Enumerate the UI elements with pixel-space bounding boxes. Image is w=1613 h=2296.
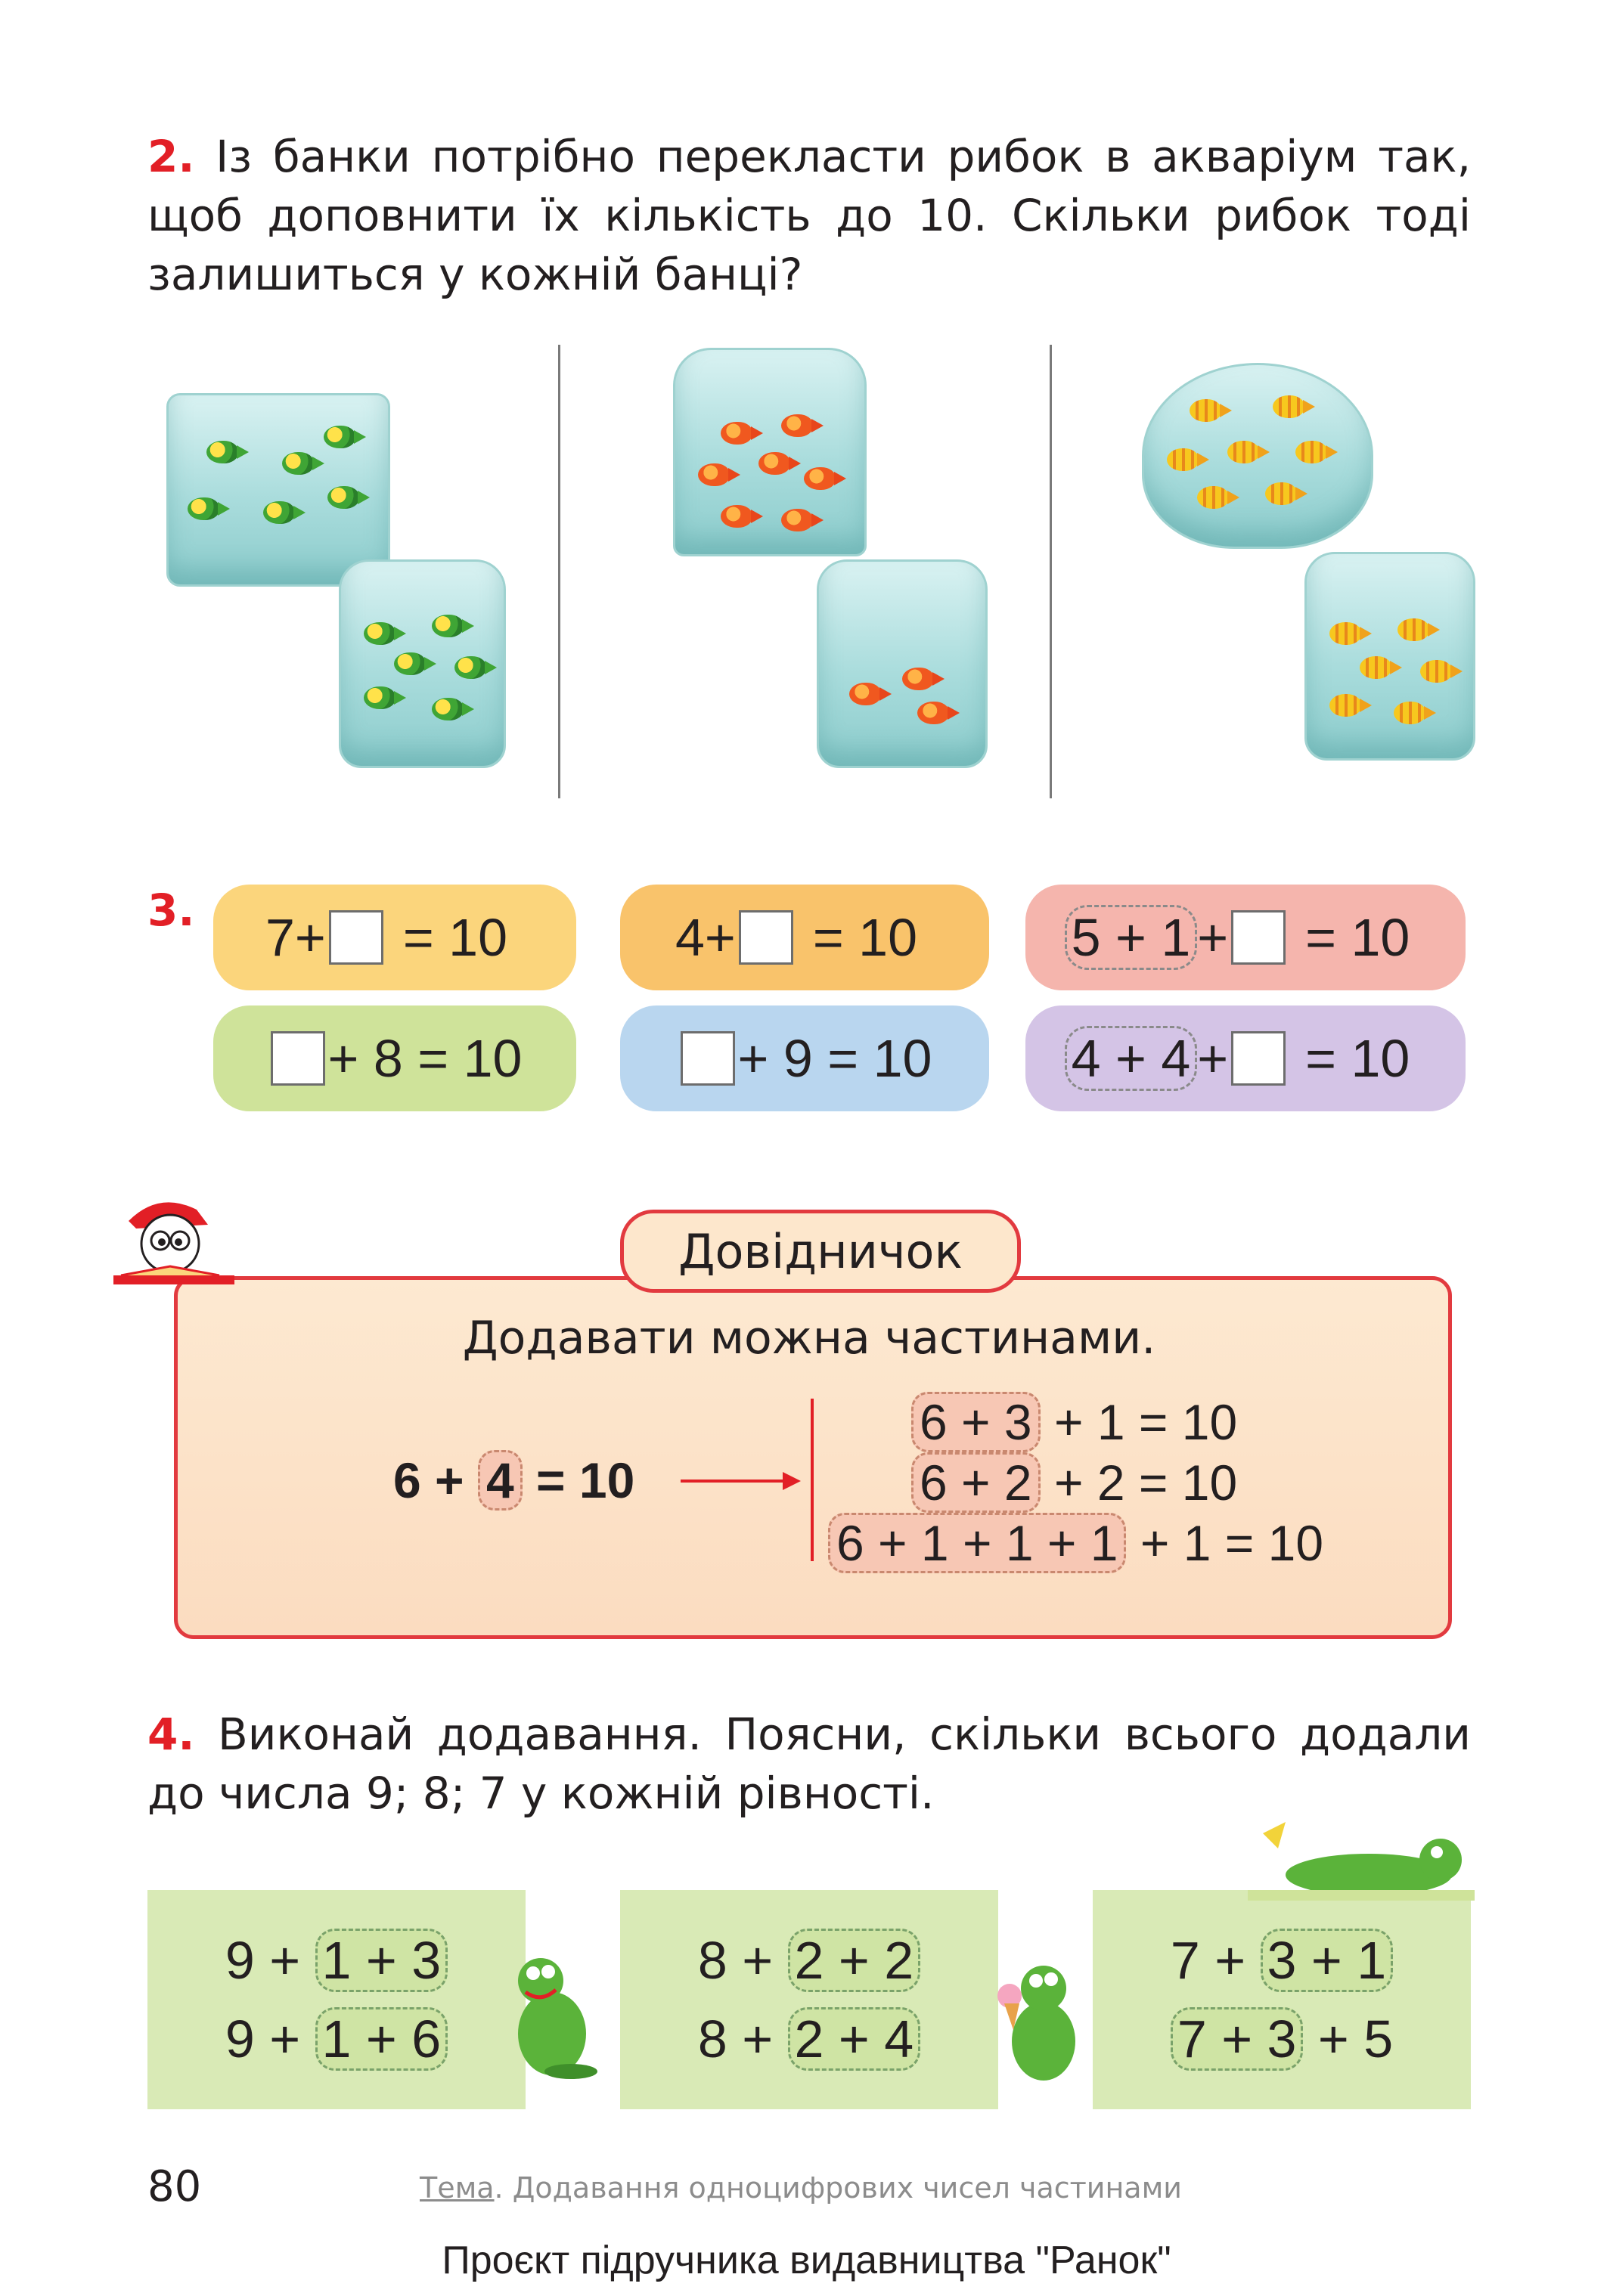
jar	[1304, 552, 1475, 761]
main-equation	[393, 1452, 634, 1509]
equation-operator: +	[1197, 1029, 1229, 1088]
exercise-card	[620, 1890, 998, 2109]
row-rest: + 1 = 10	[1140, 1515, 1324, 1571]
divider-line	[558, 345, 560, 798]
task-2-line-2: щоб доповнити їх кількість до 10. Скільки рибок тоді	[147, 190, 1471, 241]
task-4-line-1: Виконай додавання. Поясни, скільки всього додали	[218, 1709, 1472, 1760]
equation-pill	[213, 885, 576, 990]
main-equation-result: = 10	[536, 1452, 635, 1508]
equation-pill	[620, 1005, 989, 1111]
answer-box[interactable]	[739, 910, 793, 965]
equation-operator: +	[704, 908, 736, 967]
answer-box[interactable]	[329, 910, 383, 965]
task-4-number: 4.	[147, 1709, 195, 1760]
equation-term: 7	[265, 908, 295, 967]
decomposition-row	[828, 1514, 1323, 1572]
task-2-line-1: Із банки потрібно перекласти рибок в акваріум так,	[216, 131, 1471, 182]
grouped-terms: 1 + 6	[315, 2007, 448, 2071]
topic-label: Тема	[420, 2171, 495, 2205]
reference-title: Довідничок	[620, 1210, 1021, 1293]
aquarium-cube	[166, 393, 390, 587]
grouped-terms: 7 + 3	[1171, 2007, 1304, 2071]
equation-term: 8 +	[697, 1931, 774, 1990]
equation-term: + 5	[1317, 2009, 1394, 2068]
equation-term: 9 +	[225, 1931, 301, 1990]
main-equation-left: 6 +	[393, 1452, 464, 1508]
exercise-card	[147, 1890, 526, 2109]
grouped-terms: 2 + 2	[788, 1929, 921, 1992]
frog-icon	[499, 1943, 605, 2087]
grouped-terms: 4 + 4	[1065, 1026, 1198, 1091]
mascot-reader-icon	[106, 1191, 242, 1297]
task-4-line-2: до числа 9; 8; 7 у кожній рівності.	[147, 1768, 935, 1819]
decomposition-row	[911, 1393, 1237, 1451]
card-equation	[1171, 2000, 1393, 2078]
equation-term: 4	[675, 908, 705, 967]
task-2-line-3: залишиться у кожній банці?	[147, 249, 803, 300]
arrow-icon	[681, 1480, 786, 1483]
grouped-terms: 1 + 3	[315, 1929, 448, 1992]
divider-line	[1050, 345, 1052, 798]
task-2-number: 2.	[147, 131, 195, 182]
bracket-line	[811, 1399, 814, 1561]
task-4-text	[147, 1705, 1471, 1823]
task-3-number: 3.	[147, 885, 195, 936]
equation-result: = 10	[1305, 908, 1410, 967]
equation-term: 8 +	[697, 2009, 774, 2068]
topic-text: . Додавання одноцифрових чисел частинами	[494, 2171, 1182, 2205]
exercise-card	[1093, 1890, 1471, 2109]
grouped-terms: 6 + 2	[911, 1452, 1041, 1513]
equation-term: 9 +	[225, 2009, 301, 2068]
equation-pill	[1025, 1005, 1466, 1111]
answer-box[interactable]	[681, 1031, 735, 1086]
frog-lying-icon	[1248, 1818, 1475, 1909]
reference-rule: Додавати можна частинами.	[462, 1312, 1156, 1365]
equation-pill	[1025, 885, 1466, 990]
row-rest: + 1 = 10	[1053, 1394, 1238, 1450]
grouped-terms: 6 + 1 + 1 + 1	[828, 1513, 1126, 1573]
grouped-terms: 2 + 4	[788, 2007, 921, 2071]
equation-result: = 10	[812, 908, 918, 967]
aquarium-cylinder	[673, 348, 867, 556]
grouped-terms: 3 + 1	[1261, 1929, 1394, 1992]
equation-operator: +	[1197, 908, 1229, 967]
equation-term: 7 +	[1170, 1931, 1246, 1990]
fish-illustration	[98, 333, 1550, 816]
topic-footer	[420, 2171, 1182, 2205]
answer-box[interactable]	[1231, 1031, 1286, 1086]
equation-result: + 9 = 10	[737, 1029, 932, 1088]
answer-box[interactable]	[271, 1031, 325, 1086]
grouped-terms: 6 + 3	[911, 1392, 1041, 1452]
jar	[817, 559, 988, 768]
answer-box[interactable]	[1231, 910, 1286, 965]
equation-result: = 10	[402, 908, 508, 967]
card-equation	[225, 1921, 448, 2000]
equation-result: = 10	[1305, 1029, 1410, 1088]
grouped-terms: 5 + 1	[1065, 905, 1198, 970]
task-2-text	[147, 127, 1471, 304]
card-equation	[1171, 1921, 1393, 2000]
page-number: 80	[147, 2162, 202, 2211]
main-equation-part: 4	[478, 1450, 523, 1511]
equation-pill	[213, 1005, 576, 1111]
equation-result: + 8 = 10	[327, 1029, 523, 1088]
project-caption: Проєкт підручника видавництва "Ранок"	[442, 2239, 1171, 2282]
jar	[339, 559, 506, 768]
equation-operator: +	[294, 908, 326, 967]
card-equation	[698, 1921, 920, 2000]
card-equation	[698, 2000, 920, 2078]
aquarium-round	[1142, 363, 1373, 549]
row-rest: + 2 = 10	[1053, 1455, 1238, 1511]
frog-ice-cream-icon	[983, 1954, 1097, 2090]
card-equation	[225, 2000, 448, 2078]
arrow-head-icon	[783, 1472, 801, 1490]
decomposition-row	[911, 1454, 1237, 1511]
equation-pill	[620, 885, 989, 990]
